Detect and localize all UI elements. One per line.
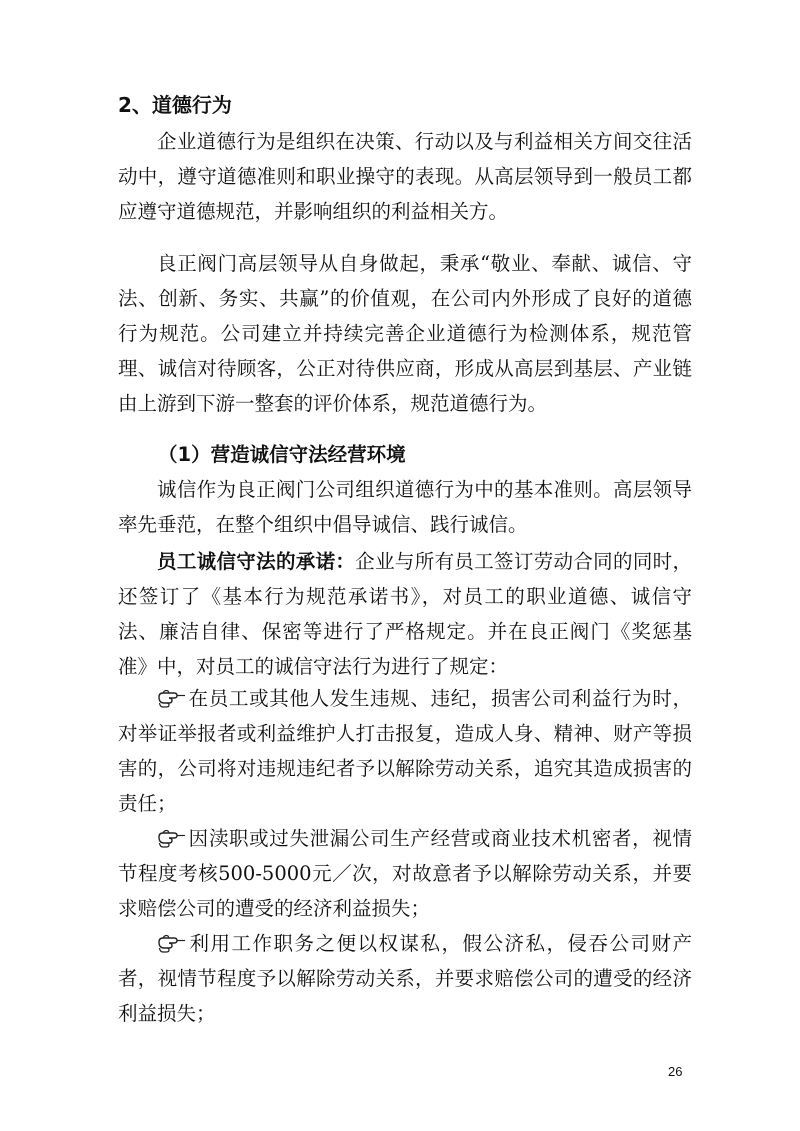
list-item-confidentiality — [118, 821, 692, 926]
paragraph-integrity-principle: 诚信作为良正阀门公司组织道德行为中的基本准则。高层领导率先垂范，在整个组织中倡导诚信、践行诚信。 — [118, 478, 692, 536]
paragraph-employee-commitment — [118, 544, 692, 684]
paragraph-ethics-definition: 企业道德行为是组织在决策、行动以及与利益相关方间交往活动中，遵守道德准则和职业操守的表现。从高层领导到一般员工都应遵守道德规范，并影响组织的利益相关方。 — [118, 130, 692, 223]
list-item-retaliation — [118, 681, 692, 821]
list-item-embezzlement — [118, 926, 692, 1031]
subsection-heading: （1）营造诚信守法经营环境 — [158, 443, 406, 466]
section-heading: 2、道德行为 — [118, 93, 232, 117]
commitment-label: 员工诚信守法的承诺： — [157, 550, 356, 573]
paragraph-leadership-values: 良正阀门高层领导从自身做起，秉承“敬业、奉献、诚信、守法、创新、务实、共赢”的价值观，在公司内外形成了良好的道德行为规范。公司建立并持续完善企业道德行为检测体系，规范管理、诚信对待顾客，公正对待供应商，形成从高层到基层、产业链由上游到下游一整套的评价体系，规范道德行为。 — [118, 252, 692, 415]
commitment-text: 企业与所有员工签订劳动合同的同时，还签订了《基本行为规范承诺书》，对员工的职业道德、诚信守法、廉洁自律、保密等进行了严格规定。并在良正阀门《奖惩基准》中，对员工的诚信守法行为进行了规定： — [118, 550, 692, 678]
pointing-hand-icon — [157, 828, 187, 848]
list-item-text: 因渎职或过失泄漏公司生产经营或商业技术机密者，视情节程度考核500-5000元／次，对故意者予以解除劳动关系，并要求赔偿公司的遭受的经济利益损失； — [118, 827, 692, 920]
pointing-hand-icon — [157, 688, 187, 708]
list-item-text: 在员工或其他人发生违规、违纪，损害公司利益行为时，对举证举报者或利益维护人打击报复，造成人身、精神、财产等损害的，公司将对违规违纪者予以解除劳动关系，追究其造成损害的责任； — [118, 687, 692, 815]
pointing-hand-icon — [157, 933, 187, 953]
list-item-text: 利用工作职务之便以权谋私，假公济私，侵吞公司财产者，视情节程度予以解除劳动关系，并要求赔偿公司的遭受的经济利益损失； — [118, 932, 692, 1025]
page-number: 26 — [668, 1064, 683, 1079]
